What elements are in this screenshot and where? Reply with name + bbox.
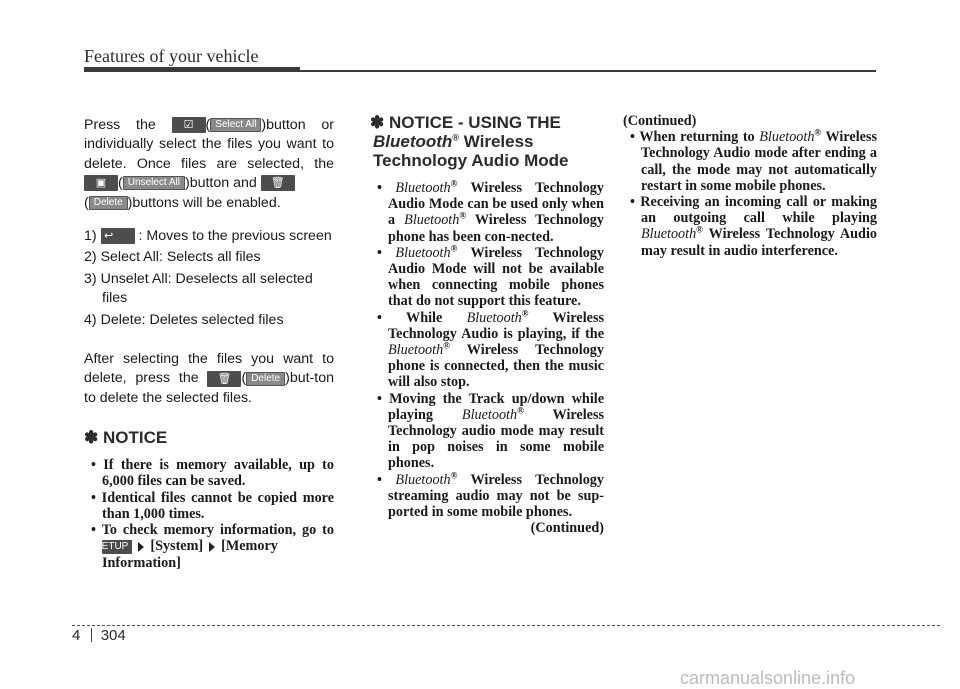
list-item: 1) ↩ : Moves to the previous screen (84, 228, 332, 245)
right-column (623, 113, 877, 259)
footer-divider (72, 625, 940, 626)
list-item: • To check memory information, go to SETUP [System] [Memory Information] (91, 522, 334, 571)
header-bar (84, 67, 300, 72)
delete-button-icon: Delete (89, 196, 128, 210)
header-line (300, 70, 876, 72)
list-item: • When returning to Bluetooth® Wireless Technology Audio mode after ending a call, the mode may not automatically restart in some mobile phones. (630, 127, 877, 194)
list-item: 3) Unselet All: Deselects all selected files (84, 270, 313, 307)
after-paragraph: After selecting the files you want to delete, press the 🗑 ( Delete )but-ton to delete the selected files. (84, 351, 334, 406)
intro-paragraph: Press the ☑ ( Select All )button or individually select the files you want to delete. Once files are selected, the ▣ ( Unselect All )button and 🗑 ( Delete )buttons will be enabled. (84, 117, 334, 211)
right-notice-list (623, 129, 877, 259)
delete-button-icon: Delete (246, 372, 285, 386)
page-header-title: Features of your vehicle (84, 46, 259, 66)
chapter-number: 4 (72, 627, 81, 644)
page-number-separator (91, 628, 92, 642)
back-arrow-icon: ↩ (101, 228, 135, 244)
intro-text-4: )buttons will be enabled. (127, 194, 281, 211)
intro-text-3: )button and (184, 175, 257, 192)
steps-list (84, 227, 334, 330)
list-item: 2) Select All: Selects all files (84, 249, 261, 266)
list-item: • Bluetooth® Wireless Technology streaming audio may not be sup-ported in some mobile phones. (377, 469, 604, 521)
trash-icon: 🗑 (207, 371, 241, 387)
chevron-right-icon (138, 542, 144, 552)
watermark: carmanualsonline.info (680, 668, 856, 688)
after-text-2: )but-ton to delete the selected files. (84, 370, 334, 406)
bluetooth-notice-list (370, 180, 604, 520)
intro-text-2: )button or individually select the files you want to delete. Once files are selected, the (84, 117, 334, 172)
intro-text-1: Press the (84, 117, 156, 133)
unselect-all-button-icon: Unselect All (123, 176, 185, 190)
middle-column (370, 113, 604, 536)
after-text-1: After selecting the files you want to delete, press the (84, 351, 334, 387)
list-item: • While Bluetooth® Wireless Technology Audio is playing, if the Bluetooth® Wireless Technology phone is connected, then the music will also stop. (377, 307, 604, 391)
list-item: • Bluetooth® Wireless Technology Audio Mode will not be available when connecting mobile phones that do not support this feature. (377, 243, 604, 310)
notice-list (84, 457, 334, 570)
list-item: • Bluetooth® Wireless Technology Audio Mode can be used only when a Bluetooth® Wireless Technology phone has been con-nected. (377, 178, 604, 245)
list-item: • Receiving an incoming call or making an outgoing call while playing Bluetooth® Wireless Technology Audio may result in audio interference. (630, 194, 878, 259)
list-item: 4) Delete: Deletes selected files (84, 311, 284, 328)
unselect-all-box-icon: ▣ (84, 175, 118, 191)
chevron-right-icon (209, 542, 215, 552)
list-item: • Moving the Track up/down while playing Bluetooth® Wireless Technology audio mode may result in pop noises in some mobile phones. (377, 390, 605, 472)
notice-heading: ✽ NOTICE (84, 428, 168, 448)
list-item: • If there is memory available, up to 6,000 files can be saved. (91, 457, 334, 490)
page-number-value: 304 (100, 627, 126, 644)
trash-icon: 🗑 (261, 175, 295, 191)
list-item: • Identical files cannot be copied more than 1,000 times. (91, 489, 334, 522)
page-number (72, 627, 126, 644)
continued-label: (Continued) (623, 113, 697, 129)
continued-label: (Continued) (530, 520, 604, 537)
select-all-button-icon: Select All (210, 118, 261, 132)
select-all-checkbox-icon: ☑ (172, 117, 206, 133)
left-column (84, 116, 334, 571)
setup-button-icon: SETUP (102, 540, 132, 554)
bluetooth-notice-heading: ✽ NOTICE - USING THE Bluetooth® Wireless Technology Audio Mode (370, 113, 569, 170)
